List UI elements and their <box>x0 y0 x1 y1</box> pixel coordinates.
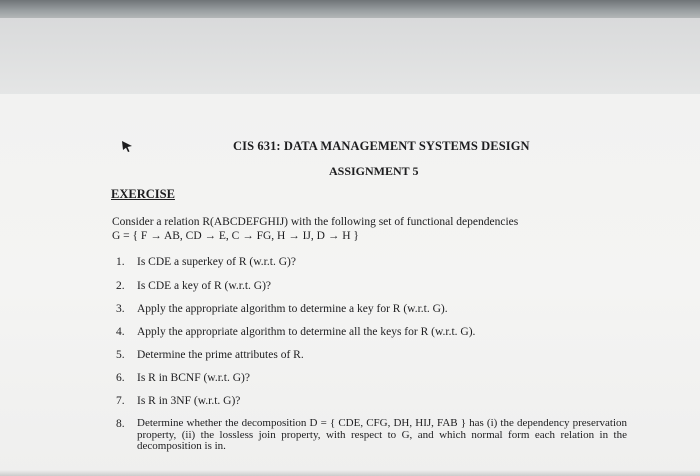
question-text: Apply the appropriate algorithm to determine all the keys for R (w.r.t. G). <box>137 326 476 338</box>
question-item <box>116 372 250 385</box>
question-number: 7. <box>116 395 125 407</box>
question-number: 3. <box>116 303 125 315</box>
monitor-top-bezel <box>0 0 700 18</box>
question-item <box>116 256 296 269</box>
question-item <box>116 349 304 362</box>
question-item <box>116 418 627 453</box>
document-title: CIS 631: DATA MANAGEMENT SYSTEMS DESIGN <box>233 139 530 153</box>
question-item <box>116 303 448 316</box>
question-number: 2. <box>116 280 125 292</box>
question-item <box>116 395 240 408</box>
mouse-pointer-icon <box>120 139 134 153</box>
assignment-subtitle: ASSIGNMENT 5 <box>329 164 419 178</box>
intro-paragraph <box>112 215 518 243</box>
section-heading: EXERCISE <box>111 187 175 201</box>
question-item <box>116 280 271 293</box>
question-text: Determine the prime attributes of R. <box>137 349 304 361</box>
question-text: Is CDE a key of R (w.r.t. G)? <box>137 280 272 292</box>
question-number: 4. <box>116 326 125 338</box>
question-number: 1. <box>116 256 125 268</box>
page-bottom-shadow <box>0 470 700 476</box>
question-text: Determine whether the decomposition D = { CDE, CFG, DH, HIJ, FAB } has (i) the dependency preservation property, (ii) the lossless join property, with respect to G, and which normal form each relation in the decomposition is in. <box>137 417 627 452</box>
document-page <box>0 94 700 476</box>
question-text: Apply the appropriate algorithm to determine a key for R (w.r.t. G). <box>137 303 448 315</box>
question-text: Is R in BCNF (w.r.t. G)? <box>137 372 250 384</box>
question-number: 6. <box>116 372 125 384</box>
screen-area <box>0 18 700 458</box>
question-text: Is R in 3NF (w.r.t. G)? <box>137 395 241 407</box>
intro-line: Consider a relation R(ABCDEFGHIJ) with the following set of functional dependencies <box>112 216 519 228</box>
question-number: 5. <box>116 349 125 361</box>
functional-dependencies: G = { F → AB, CD → E, C → FG, H → IJ, D → H } <box>112 230 359 242</box>
question-item <box>116 326 475 339</box>
question-number: 8. <box>116 418 125 430</box>
question-text: Is CDE a superkey of R (w.r.t. G)? <box>137 256 296 268</box>
